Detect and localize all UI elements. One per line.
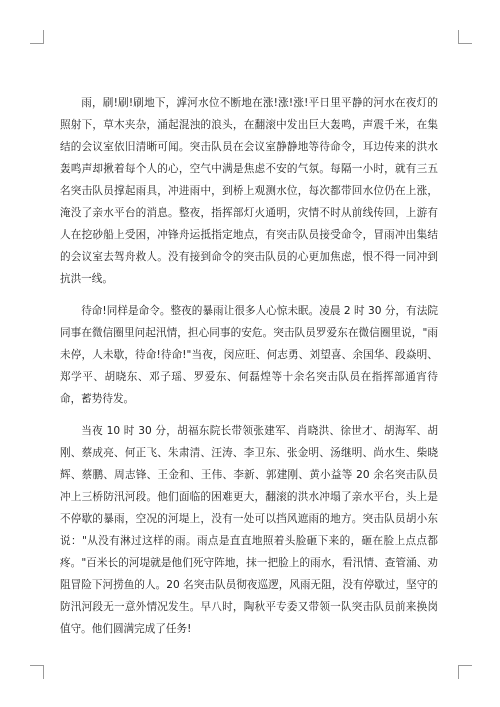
paragraph-1: 雨，刷!刷!刷地下，滹河水位不断地在涨!涨!涨!平日里平静的河水在夜灯的照射下，草木夹杂，涌起混浊的浪头，在翻滚中发出巨大轰鸣，声震千米，在集结的会议室依旧清晰可闻。突击队员在会议室静静地等待命令，耳边传来的洪水轰鸣声却揪着每个人的心，空气中满是焦虑不安的气氛。每隔一小时，就有三五名突击队员撑起雨具，冲进雨中，到桥上观测水位，每次都带回水位仍在上涨，淹没了亲水平台的消息。整夜，指挥部灯火通明，灾情不时从前线传回，上游有人在挖砂船上受困，冲锋舟运抵指定地点，有突击队员接受命令，冒雨冲出集结的会议室去驾舟救人。没有接到命令的突击队员的心更加焦虑，恨不得一同冲到抗洪一线。 bbox=[60, 97, 438, 285]
crop-mark-top-left bbox=[30, 30, 44, 44]
document-body bbox=[60, 92, 438, 650]
crop-mark-bottom-right bbox=[458, 665, 472, 679]
crop-mark-top-right bbox=[458, 30, 472, 44]
paragraph-3: 当夜 10 时 30 分，胡福东院长带领张建军、肖晓洪、徐世才、胡海军、胡刚、蔡成亮、何正飞、朱肃清、汪涛、李卫东、张金明、汤继明、尚水生、柴晓辉、蔡鹏、周志锋、王金和、王伟、李新、郭建刚、黄小益等 20 余名突击队员冲上三桥防汛河段。他们面临的困难更大，翻滚的洪水冲塌了亲水平台，头上是不停歇的暴雨，空况的河堤上，没有一处可以挡风遮雨的地方。突击队员胡小东说："从没有淋过这样的雨。雨点是直直地照着头脸砸下来的，砸在脸上点点都疼。"百米长的河堤就是他们死守阵地，抹一把脸上的雨水，看汛情、查管涌、劝阻冒险下河捞鱼的人。20 名突击队员彻夜巡逻，风雨无阻，没有停歇过，坚守的防汛河段无一意外情况发生。早八时，陶秋平专委又带领一队突击队员前来换岗值守。他们圆满完成了任务! bbox=[60, 425, 438, 635]
paragraph-2: 待命!同样是命令。整夜的暴雨让很多人心惊未眠。凌晨 2 时 30 分，有法院同事在微信圈里问起汛情，担心同事的安危。突击队员罗爱东在微信圈里说，"雨未停，人未歇，待命!待命!"当夜，闵应旺、何志勇、刘望喜、余国华、段焱明、郑学平、胡晓东、邓子瑶、罗爱东、何磊煌等十余名突击队员在指挥部通宵待命，蓄势待发。 bbox=[60, 305, 438, 405]
crop-mark-bottom-left bbox=[30, 665, 44, 679]
